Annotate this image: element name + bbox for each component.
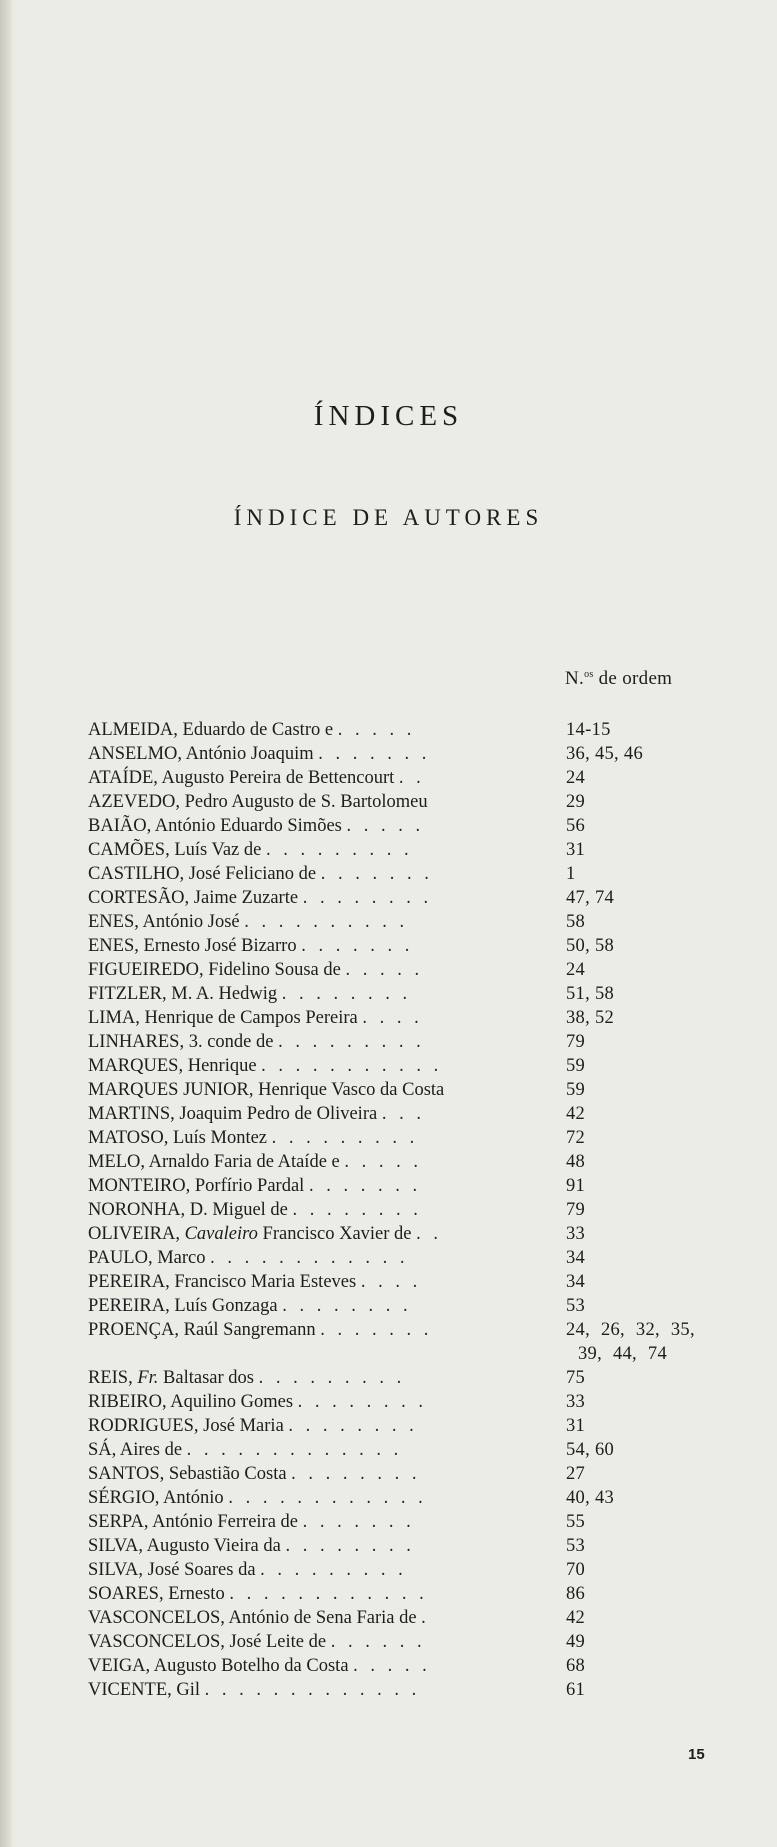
leader-dots: . . . . . . . . . . . . [228, 1488, 427, 1508]
author-name-text: MELO, Arnaldo Faria de Ataíde e [88, 1152, 340, 1172]
leader-dots: . . . . . . . [301, 936, 414, 956]
reference-numbers [566, 1102, 585, 1126]
reference-numbers-text: 58 [566, 912, 586, 932]
leader-dots: . . [398, 768, 425, 788]
leader-dots: . . . . . . . . [291, 1464, 421, 1484]
column-header-superscript: os [584, 669, 594, 680]
author-name-text: SILVA, Augusto Vieira da [88, 1536, 281, 1556]
reference-numbers-text: 50, 58 [566, 936, 615, 956]
leader-dots: . . . . . . . . . [260, 1560, 407, 1580]
index-entry [88, 1582, 748, 1606]
reference-numbers-text: 24 [566, 960, 586, 980]
author-name-text: ENES, Ernesto José Bizarro [88, 936, 297, 956]
author-name-text: BAIÃO, António Eduardo Simões [88, 816, 342, 836]
author-name-text: MONTEIRO, Porfírio Pardal [88, 1176, 305, 1196]
reference-numbers [566, 1462, 585, 1486]
author-name-text: SILVA, José Soares da [88, 1560, 256, 1580]
reference-numbers-text: 70 [566, 1560, 586, 1580]
reference-numbers [566, 1318, 726, 1366]
index-entry [88, 1174, 748, 1198]
reference-numbers-text: 24 [566, 768, 586, 788]
author-name [88, 1582, 518, 1606]
reference-numbers [566, 1414, 585, 1438]
author-name [88, 1174, 518, 1198]
author-name [88, 886, 518, 910]
leader-dots: . . . . . . . . . . . [261, 1056, 443, 1076]
author-name [88, 1294, 518, 1318]
leader-dots: . . . . . . . . [285, 1536, 415, 1556]
reference-numbers [566, 934, 614, 958]
author-name [88, 934, 518, 958]
author-name [88, 1510, 518, 1534]
author-name-text: SÁ, Aires de [88, 1440, 183, 1460]
author-name [88, 766, 518, 790]
author-name-text: SANTOS, Sebastião Costa [88, 1464, 287, 1484]
index-entry [88, 1102, 748, 1126]
leader-dots: . . . . . . . . [302, 888, 433, 908]
reference-numbers-text: 59 [566, 1056, 586, 1076]
author-name [88, 1558, 518, 1582]
author-name-text: VICENTE, Gil [88, 1680, 201, 1700]
author-name-text: LINHARES, 3. conde de [88, 1032, 274, 1052]
leader-dots: . . . . . . . . . [265, 840, 413, 860]
index-entry [88, 910, 748, 934]
leader-dots: . . . . . . . . . . . . . [186, 1440, 403, 1460]
author-name [88, 1006, 518, 1030]
author-name-text: ANSELMO, António Joaquim [88, 744, 314, 764]
author-name-text: REIS, Fr. Baltasar dos [88, 1368, 254, 1388]
reference-numbers [566, 1150, 585, 1174]
leader-dots: . . . . . [344, 1152, 422, 1172]
author-name-text: SOARES, Ernesto [88, 1584, 225, 1604]
column-header-prefix: N. [565, 668, 585, 689]
reference-numbers-text: 24, 26, 32, 35, [566, 1320, 695, 1340]
reference-numbers [566, 1174, 585, 1198]
reference-numbers-text: 40, 43 [566, 1488, 615, 1508]
reference-numbers [566, 1030, 585, 1054]
reference-numbers [566, 1126, 585, 1150]
reference-numbers-text: 61 [566, 1680, 586, 1700]
index-entry [88, 1390, 748, 1414]
author-name-text: SERPA, António Ferreira de [88, 1512, 299, 1532]
reference-numbers [566, 1678, 585, 1702]
reference-numbers [566, 1582, 585, 1606]
author-name-text: CORTESÃO, Jaime Zuzarte [88, 888, 299, 908]
reference-numbers [566, 982, 614, 1006]
reference-numbers-text: 1 [566, 864, 576, 884]
author-name-text: ENES, António José [88, 912, 240, 932]
reference-numbers-text: 54, 60 [566, 1440, 615, 1460]
index-entry [88, 838, 748, 862]
index-entry [88, 1078, 748, 1102]
reference-numbers [566, 1078, 585, 1102]
leader-dots: . . . . . . . [318, 744, 431, 764]
reference-numbers-text: 59 [566, 1080, 586, 1100]
index-entry [88, 1198, 748, 1222]
reference-numbers [566, 862, 576, 886]
reference-numbers [566, 910, 585, 934]
reference-numbers-text: 53 [566, 1296, 586, 1316]
index-entry [88, 1534, 748, 1558]
author-name [88, 718, 518, 742]
author-name [88, 1078, 518, 1102]
reference-numbers-text: 31 [566, 840, 586, 860]
index-entry [88, 1654, 748, 1678]
leader-dots: . . . . . . . . . . . . [229, 1584, 428, 1604]
reference-numbers [566, 1486, 614, 1510]
reference-numbers-text: 49 [566, 1632, 586, 1652]
leader-dots: . [421, 1608, 430, 1628]
reference-numbers [566, 1630, 585, 1654]
author-name [88, 1366, 518, 1390]
reference-numbers-text: 55 [566, 1512, 586, 1532]
author-name [88, 1126, 518, 1150]
author-name [88, 1654, 518, 1678]
leader-dots: . . [416, 1224, 442, 1244]
author-name-text: PEREIRA, Francisco Maria Esteves [88, 1272, 357, 1292]
index-entry [88, 1030, 748, 1054]
author-name-text: ATAÍDE, Augusto Pereira de Bettencourt [88, 768, 395, 788]
reference-numbers-text: 36, 45, 46 [566, 744, 643, 764]
reference-numbers [566, 1246, 585, 1270]
author-name-text: NORONHA, D. Miguel de [88, 1200, 288, 1220]
leader-dots: . . . . . [346, 816, 425, 836]
leader-dots: . . . . . . . [320, 864, 433, 884]
author-name [88, 790, 518, 814]
author-name [88, 814, 518, 838]
author-name-text: ALMEIDA, Eduardo de Castro e [88, 720, 334, 740]
reference-numbers [566, 742, 643, 766]
leader-dots: . . . . [362, 1008, 423, 1028]
author-name [88, 1390, 518, 1414]
reference-numbers-text: 14-15 [566, 720, 611, 740]
reference-numbers-text: 72 [566, 1128, 586, 1148]
leader-dots: . . . . . [345, 960, 424, 980]
author-name [88, 1486, 518, 1510]
column-header [565, 668, 672, 690]
author-name-text: LIMA, Henrique de Campos Pereira [88, 1008, 358, 1028]
reference-numbers-text: 48 [566, 1152, 586, 1172]
reference-numbers-text: 29 [566, 792, 586, 812]
reference-numbers [566, 958, 585, 982]
reference-numbers [566, 718, 611, 742]
leader-dots: . . . . . . . [320, 1320, 433, 1340]
author-name-text: PEREIRA, Luís Gonzaga [88, 1296, 278, 1316]
leader-dots: . . . . . . . . [282, 1296, 412, 1316]
author-name [88, 910, 518, 934]
reference-numbers-text: 68 [566, 1656, 586, 1676]
author-name [88, 1318, 518, 1342]
reference-numbers [566, 1438, 614, 1462]
index-entry [88, 718, 748, 742]
author-name-text: PAULO, Marco [88, 1248, 206, 1268]
author-name [88, 1606, 518, 1630]
leader-dots: . . . . [360, 1272, 422, 1292]
author-name [88, 1438, 518, 1462]
author-name-text: VASCONCELOS, António de Sena Faria de [88, 1608, 417, 1628]
index-entry [88, 982, 748, 1006]
author-name [88, 1270, 518, 1294]
page-binding-edge [0, 0, 14, 1847]
reference-numbers-text: 79 [566, 1200, 586, 1220]
reference-numbers [566, 1606, 585, 1630]
author-name [88, 1198, 518, 1222]
leader-dots: . . . . . . . [308, 1176, 422, 1196]
reference-numbers-text: 38, 52 [566, 1008, 615, 1028]
author-name-text: FIGUEIREDO, Fidelino Sousa de [88, 960, 341, 980]
index-entry [88, 1318, 748, 1366]
reference-numbers-text: 47, 74 [566, 888, 615, 908]
author-name [88, 1678, 518, 1702]
index-entry [88, 1630, 748, 1654]
reference-numbers [566, 1558, 585, 1582]
reference-numbers [566, 1198, 585, 1222]
leader-dots: . . . . . . . . . . . . [210, 1248, 409, 1268]
reference-numbers-text: 34 [566, 1272, 586, 1292]
reference-numbers [566, 814, 585, 838]
author-name-text: PROENÇA, Raúl Sangremann [88, 1320, 316, 1340]
leader-dots: . . . [381, 1104, 425, 1124]
index-entry [88, 1678, 748, 1702]
author-name-text: MARQUES JUNIOR, Henrique Vasco da Costa [88, 1080, 445, 1100]
reference-numbers-text: 91 [566, 1176, 586, 1196]
index-entry [88, 1510, 748, 1534]
index-entry [88, 1246, 748, 1270]
author-name-text: RIBEIRO, Aquilino Gomes [88, 1392, 294, 1412]
author-name [88, 1246, 518, 1270]
reference-numbers-text: 75 [566, 1368, 586, 1388]
author-name-text: CAMÕES, Luís Vaz de [88, 840, 262, 860]
author-name [88, 1030, 518, 1054]
reference-numbers-text: 42 [566, 1104, 586, 1124]
author-name-text: MARQUES, Henrique [88, 1056, 257, 1076]
index-entry [88, 1462, 748, 1486]
author-name [88, 1102, 518, 1126]
column-header-suffix: de ordem [593, 668, 673, 689]
author-name-text: VASCONCELOS, José Leite de [88, 1632, 327, 1652]
reference-numbers [566, 1270, 585, 1294]
author-name-text: AZEVEDO, Pedro Augusto de S. Bartolomeu [88, 792, 428, 812]
index-entry [88, 886, 748, 910]
index-entry [88, 1558, 748, 1582]
leader-dots: . . . . . . . . [288, 1416, 418, 1436]
reference-numbers [566, 1654, 585, 1678]
reference-numbers [566, 766, 585, 790]
reference-numbers [566, 1366, 585, 1390]
author-name-text: OLIVEIRA, Cavaleiro Francisco Xavier de [88, 1224, 412, 1244]
author-name-text: FITZLER, M. A. Hedwig [88, 984, 278, 1004]
reference-numbers-continued: 39, 44, 74 [578, 1344, 667, 1364]
index-entry [88, 934, 748, 958]
index-entry [88, 742, 748, 766]
index-entry [88, 814, 748, 838]
reference-numbers-text: 31 [566, 1416, 586, 1436]
reference-numbers-text: 53 [566, 1536, 586, 1556]
page-title: ÍNDICES [313, 400, 464, 432]
reference-numbers-text: 34 [566, 1248, 586, 1268]
index-entry [88, 862, 748, 886]
leader-dots: . . . . . . . . [297, 1392, 428, 1412]
author-name [88, 958, 518, 982]
section-title: ÍNDICE DE AUTORES [233, 505, 544, 530]
leader-dots: . . . . . . . . . [258, 1368, 406, 1388]
leader-dots: . . . . . . . . . [271, 1128, 419, 1148]
index-entry [88, 1366, 748, 1390]
author-name [88, 1054, 518, 1078]
reference-numbers-text: 86 [566, 1584, 586, 1604]
reference-numbers-text: 27 [566, 1464, 586, 1484]
leader-dots: . . . . . [337, 720, 416, 740]
leader-dots: . . . . . . . [302, 1512, 415, 1532]
reference-numbers-text: 33 [566, 1392, 586, 1412]
reference-numbers [566, 838, 585, 862]
author-name [88, 1150, 518, 1174]
index-entry [88, 1054, 748, 1078]
reference-numbers-text: 51, 58 [566, 984, 615, 1004]
author-name-text: MARTINS, Joaquim Pedro de Oliveira [88, 1104, 378, 1124]
author-name-text: CASTILHO, José Feliciano de [88, 864, 317, 884]
index-entry [88, 1294, 748, 1318]
index-entry [88, 1438, 748, 1462]
leader-dots: . . . . . . . . . . . . . [204, 1680, 421, 1700]
reference-numbers [566, 886, 614, 910]
author-name [88, 982, 518, 1006]
author-name [88, 1630, 518, 1654]
reference-numbers [566, 1006, 614, 1030]
author-index-list [88, 718, 748, 1702]
reference-numbers-text: 56 [566, 816, 586, 836]
leader-dots: . . . . . . . . . [278, 1032, 425, 1052]
author-name [88, 742, 518, 766]
author-name [88, 838, 518, 862]
index-entry [88, 1006, 748, 1030]
leader-dots: . . . . . [353, 1656, 431, 1676]
leader-dots: . . . . . . . . [281, 984, 412, 1004]
index-entry [88, 1270, 748, 1294]
reference-numbers [566, 1294, 585, 1318]
leader-dots: . . . . . . . . . . [244, 912, 409, 932]
index-entry [88, 1150, 748, 1174]
author-name [88, 1414, 518, 1438]
index-entry [88, 1486, 748, 1510]
leader-dots: . . . . . . . . [292, 1200, 422, 1220]
author-name-text: RODRIGUES, José Maria [88, 1416, 284, 1436]
author-name-text: VEIGA, Augusto Botelho da Costa [88, 1656, 349, 1676]
author-name [88, 1462, 518, 1486]
reference-numbers [566, 1390, 585, 1414]
reference-numbers-text: 79 [566, 1032, 586, 1052]
author-name [88, 862, 518, 886]
page-number: 15 [688, 1746, 705, 1763]
leader-dots: . . . . . . [330, 1632, 426, 1652]
index-entry [88, 790, 748, 814]
reference-numbers-text: 42 [566, 1608, 586, 1628]
author-name [88, 1534, 518, 1558]
index-entry [88, 766, 748, 790]
index-entry [88, 1126, 748, 1150]
index-entry [88, 1606, 748, 1630]
reference-numbers [566, 1534, 585, 1558]
reference-numbers [566, 1510, 585, 1534]
reference-numbers-text: 33 [566, 1224, 586, 1244]
reference-numbers [566, 1222, 585, 1246]
index-entry [88, 958, 748, 982]
author-name-text: SÉRGIO, António [88, 1488, 224, 1508]
reference-numbers [566, 790, 585, 814]
author-name-text: MATOSO, Luís Montez [88, 1128, 268, 1148]
author-name [88, 1222, 518, 1246]
index-entry [88, 1222, 748, 1246]
reference-numbers [566, 1054, 585, 1078]
index-entry [88, 1414, 748, 1438]
